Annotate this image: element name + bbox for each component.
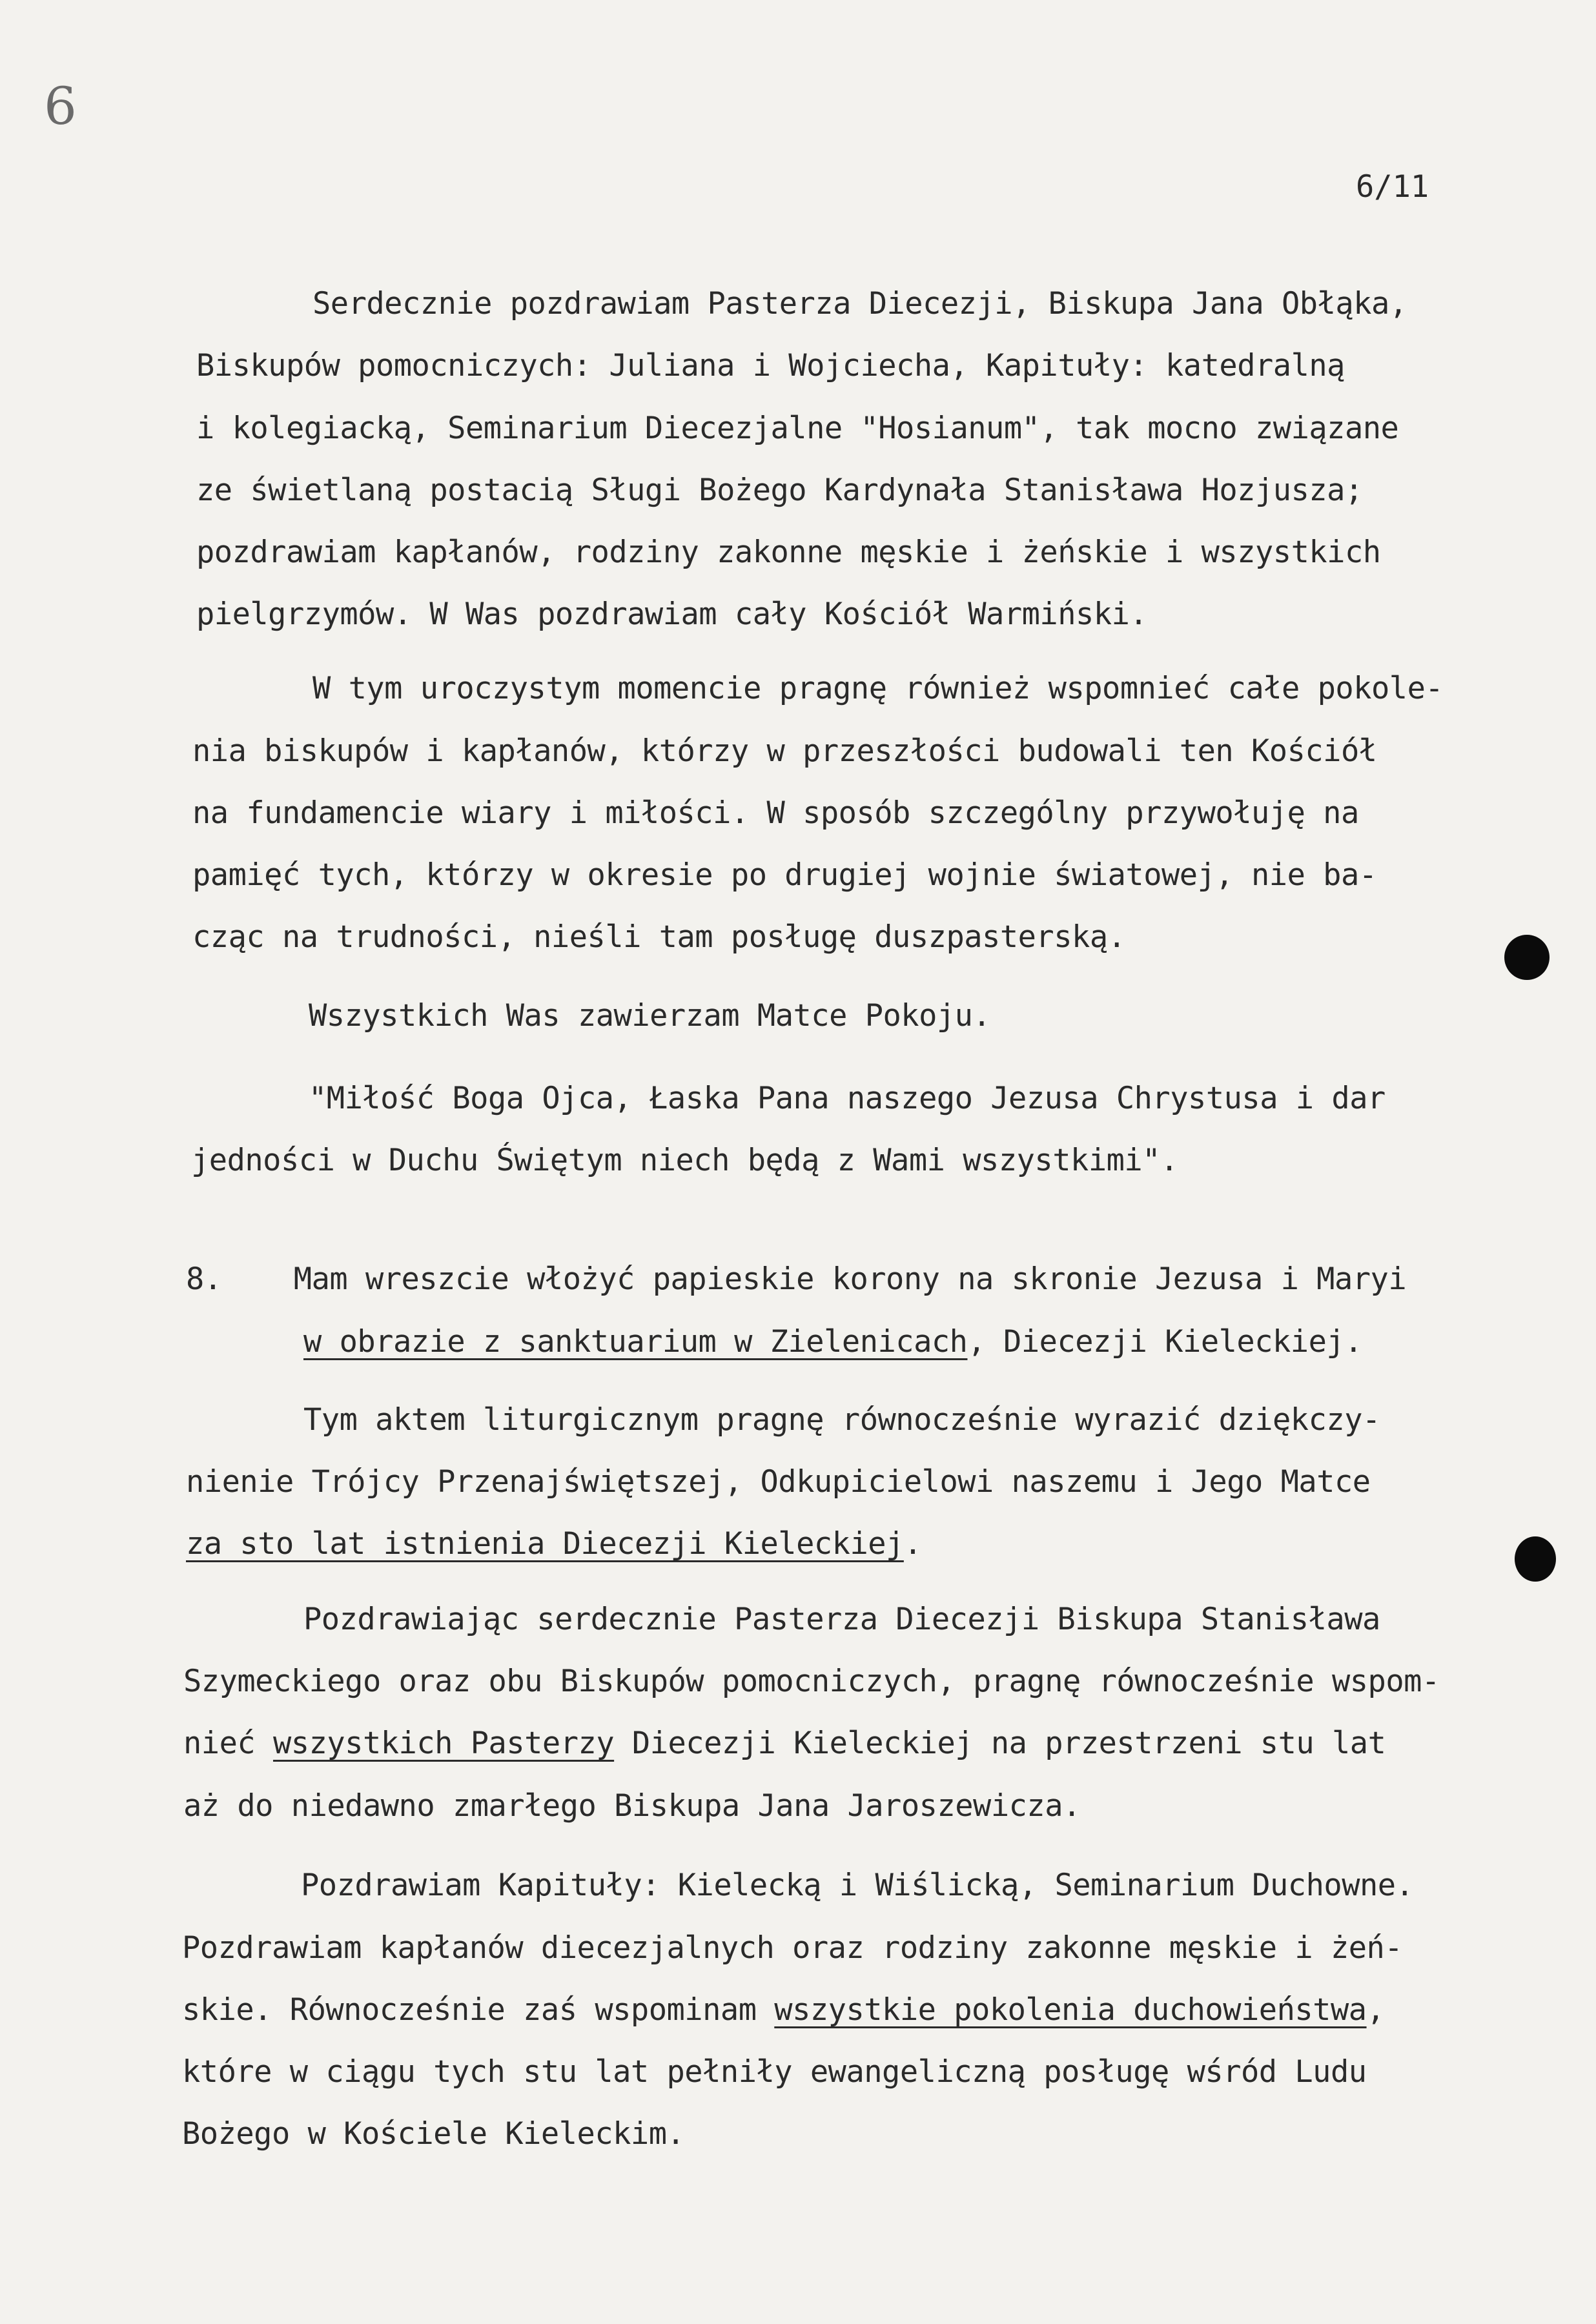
- underlined-text: wszystkich Pasterzy: [272, 1726, 615, 1761]
- underlined-text: wszystkie pokolenia duchowieństwa: [774, 1992, 1367, 2028]
- text-line: [192, 795, 1359, 831]
- text-segment: Diecezji Kieleckiej na przestrzeni stu lat: [614, 1726, 1386, 1761]
- text-line: [192, 857, 1377, 893]
- punch-hole-top: [1504, 935, 1550, 980]
- text-segment: Pozdrawiam kapłanów diecezjalnych oraz rodziny zakonne męskie i żeń-: [182, 1930, 1403, 1966]
- text-segment: Tym aktem liturgicznym pragnę równocześnie wyrazić dziękczy-: [303, 1402, 1380, 1438]
- text-line: [192, 733, 1377, 769]
- text-segment: nienie Trójcy Przenajświętszej, Odkupicielowi naszemu i Jego Matce: [186, 1464, 1371, 1500]
- text-line: [196, 596, 1148, 632]
- text-segment: 8. Mam wreszcie włożyć papieskie korony na skronie Jezusa i Maryi: [186, 1261, 1407, 1297]
- text-segment: nia biskupów i kapłanów, którzy w przeszłości budowali ten Kościół: [192, 733, 1377, 769]
- text-line: [196, 535, 1381, 570]
- text-segment: "Miłość Boga Ojca, Łaska Pana naszego Jezusa Chrystusa i dar: [309, 1081, 1386, 1116]
- text-line: [186, 1464, 1371, 1500]
- underlined-text: w obrazie z sanktuarium w Zielenicach: [303, 1324, 968, 1360]
- text-line: [303, 1402, 1380, 1438]
- text-segment: Pozdrawiam Kapituły: Kielecką i Wiślicką, Seminarium Duchowne.: [301, 1868, 1414, 1903]
- text-line: [183, 1788, 1081, 1824]
- text-segment: Bożego w Kościele Kieleckim.: [182, 2116, 685, 2152]
- text-line: [303, 1604, 1380, 1635]
- text-segment: Wszystkich Was zawierzam Matce Pokoju.: [309, 998, 991, 1034]
- text-line: [183, 1666, 1440, 1697]
- text-segment: skie. Równocześnie zaś wspominam: [182, 1992, 775, 2028]
- text-segment: na fundamencie wiary i miłości. W sposób szczególny przywołuję na: [192, 795, 1359, 831]
- underlined-text: za sto lat istnienia Diecezji Kieleckiej: [186, 1526, 904, 1562]
- text-line: [182, 2054, 1367, 2090]
- text-segment: pozdrawiam kapłanów, rodziny zakonne męskie i żeńskie i wszystkich: [196, 535, 1381, 570]
- text-segment: ,: [1366, 1992, 1385, 2028]
- punch-hole-bottom: [1515, 1536, 1556, 1582]
- text-segment: Szymeckiego oraz obu Biskupów pomocniczych, pragnę równocześnie wspom-: [183, 1664, 1440, 1699]
- text-line: [301, 1870, 1413, 1901]
- text-line: [196, 348, 1345, 383]
- text-segment: cząc na trudności, nieśli tam posługę duszpasterską.: [192, 919, 1126, 955]
- text-line: [182, 1992, 1385, 2028]
- text-segment: Serdecznie pozdrawiam Pasterza Diecezji, Biskupa Jana Obłąka,: [312, 286, 1407, 321]
- text-segment: i kolegiacką, Seminarium Diecezjalne "Hosianum", tak mocno związane: [196, 411, 1399, 446]
- text-segment: nieć: [183, 1726, 273, 1761]
- handwritten-mark: 6: [44, 76, 77, 136]
- text-segment: Biskupów pomocniczych: Juliana i Wojciecha, Kapituły: katedralną: [196, 348, 1345, 383]
- text-segment: Pozdrawiając serdecznie Pasterza Diecezji Biskupa Stanisława: [303, 1602, 1380, 1637]
- text-line: [191, 1145, 1178, 1176]
- text-line: [196, 473, 1363, 508]
- text-segment: pielgrzymów. W Was pozdrawiam cały Kościół Warmiński.: [196, 596, 1148, 632]
- text-line: [186, 1526, 922, 1562]
- text-segment: aż do niedawno zmarłego Biskupa Jana Jaroszewicza.: [183, 1788, 1081, 1824]
- text-segment: które w ciągu tych stu lat pełniły ewangeliczną posługę wśród Ludu: [182, 2054, 1367, 2090]
- text-line: [182, 1930, 1403, 1966]
- text-segment: jedności w Duchu Świętym niech będą z Wami wszystkimi".: [191, 1143, 1178, 1178]
- text-segment: ze świetlaną postacią Sługi Bożego Kardynała Stanisława Hozjusza;: [196, 473, 1363, 508]
- text-line: [309, 998, 991, 1034]
- text-segment: pamięć tych, którzy w okresie po drugiej wojnie światowej, nie ba-: [192, 857, 1377, 893]
- text-line: [303, 1324, 1362, 1360]
- text-line: [312, 673, 1443, 704]
- text-line: [186, 1261, 1407, 1297]
- text-segment: W tym uroczystym momencie pragnę również wspomnieć całe pokole-: [312, 671, 1444, 706]
- text-line: [309, 1083, 1386, 1114]
- text-line: [312, 286, 1407, 321]
- text-line: [196, 411, 1399, 446]
- page-number: 6/11: [1356, 169, 1429, 205]
- text-segment: , Diecezji Kieleckiej.: [967, 1324, 1362, 1360]
- text-line: [183, 1726, 1386, 1761]
- text-segment: .: [903, 1526, 922, 1562]
- text-line: [192, 919, 1126, 955]
- text-line: [182, 2116, 685, 2152]
